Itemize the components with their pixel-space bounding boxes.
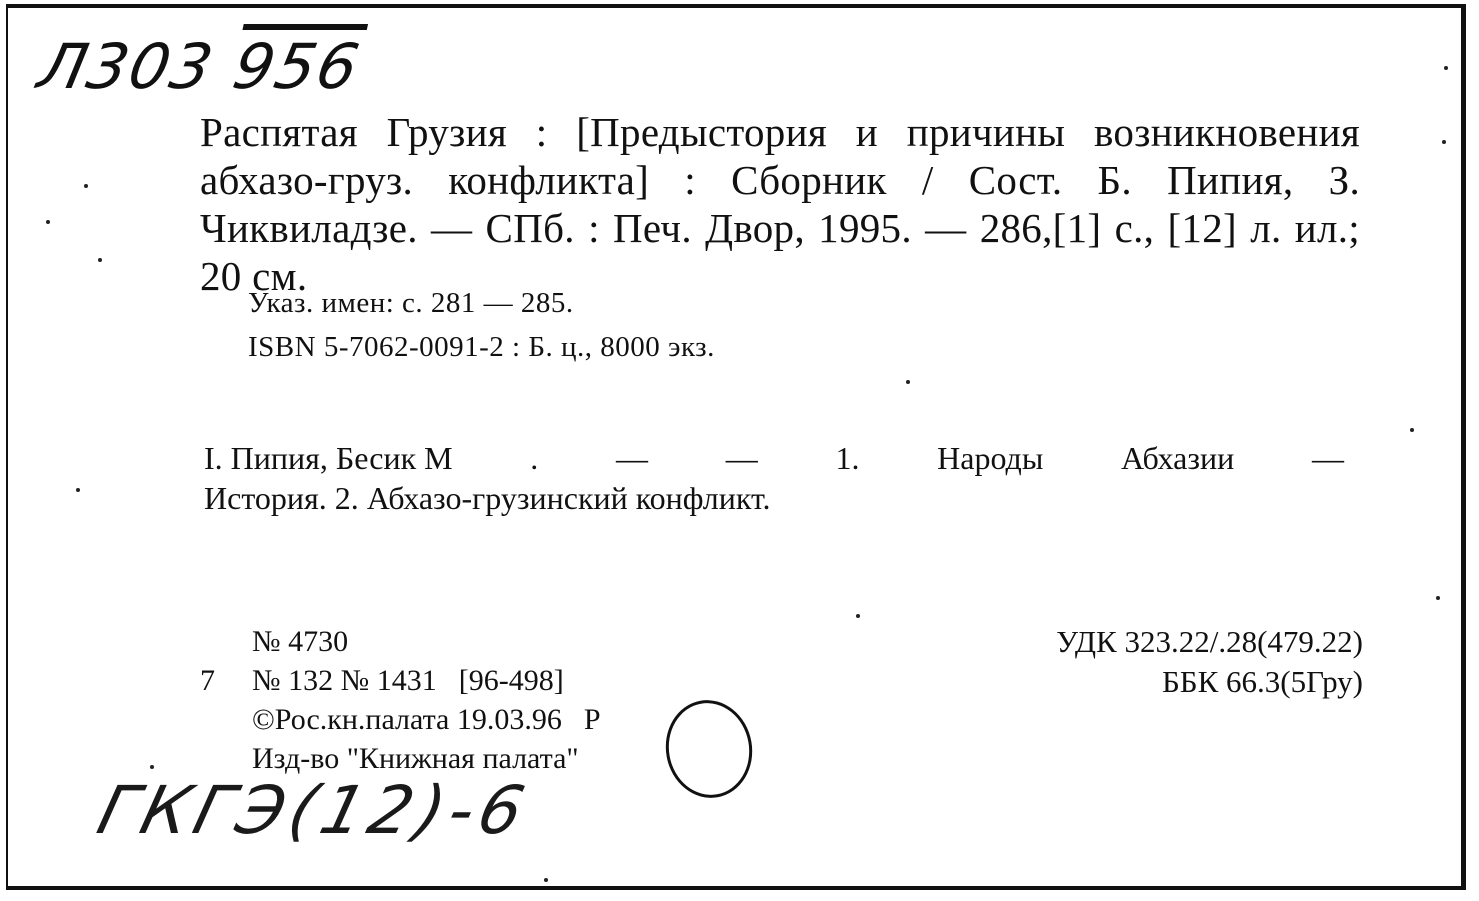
isbn-note: ISBN 5-7062-0091-2 : Б. ц., 8000 экз. xyxy=(248,331,715,363)
tracing-number: 1. xyxy=(835,440,860,476)
scan-speck xyxy=(76,488,80,492)
copyright-tail: Р xyxy=(583,703,601,736)
handwritten-shelf-mark: ГКГЭ(12)-6 xyxy=(90,772,538,849)
publisher-line: Изд-во "Книжная палата" xyxy=(252,742,579,775)
record-number: № 4730 xyxy=(252,625,349,658)
scan-speck xyxy=(1410,428,1414,432)
scan-speck xyxy=(84,184,88,188)
scan-speck xyxy=(856,614,860,618)
card-numbers: № 132 № 1431 xyxy=(252,664,437,697)
tracing-dot: . xyxy=(530,440,539,476)
bibliographic-entry: Распятая Грузия : [Предыстория и причины возникновения абхазо-груз. конфликта] : Сборник / Сост. Б. Пипия, З. Чиквиладзе. — СПб. : Печ. Двор, 1995. — 286,[1] с., [12] л. ил.; 20 см. xyxy=(200,109,1360,299)
tracing-dash: — xyxy=(616,440,648,476)
scan-speck xyxy=(46,220,50,224)
scan-speck xyxy=(1442,140,1446,144)
call-number-prefix: Л303 xyxy=(32,30,221,103)
number-range: [96-498] xyxy=(458,664,564,697)
classification-codes xyxy=(1056,622,1363,702)
copyright-line: ©Рос.кн.палата 19.03.96 xyxy=(252,703,562,736)
handwritten-call-number xyxy=(32,30,367,103)
tracing-line-2: История. 2. Абхазо-грузинский конфликт. xyxy=(204,480,771,516)
scan-speck xyxy=(544,878,548,882)
tracing-line-1 xyxy=(204,438,1344,478)
udk-code: УДК 323.22/.28(479.22) xyxy=(1056,624,1363,659)
scan-speck xyxy=(1444,66,1448,70)
subject-tracings xyxy=(204,438,1344,518)
lead-digit: 7 xyxy=(200,664,215,697)
tracing-dash: — xyxy=(725,440,758,476)
call-number-suffix: 956 xyxy=(226,30,367,103)
scan-speck xyxy=(98,258,102,262)
scan-speck xyxy=(1436,596,1440,600)
scan-speck xyxy=(906,380,910,384)
bbk-code: ББК 66.3(5Гру) xyxy=(1162,664,1363,699)
tracing-dash: — xyxy=(1311,440,1344,476)
index-note: Указ. имен: с. 281 — 285. xyxy=(248,287,574,319)
tracing-author: I. Пипия, Бесик М xyxy=(204,440,453,476)
record-meta xyxy=(200,622,601,778)
tracing-word: Абхазии xyxy=(1121,440,1235,476)
tracing-word: Народы xyxy=(937,440,1044,476)
scan-speck xyxy=(150,765,154,769)
